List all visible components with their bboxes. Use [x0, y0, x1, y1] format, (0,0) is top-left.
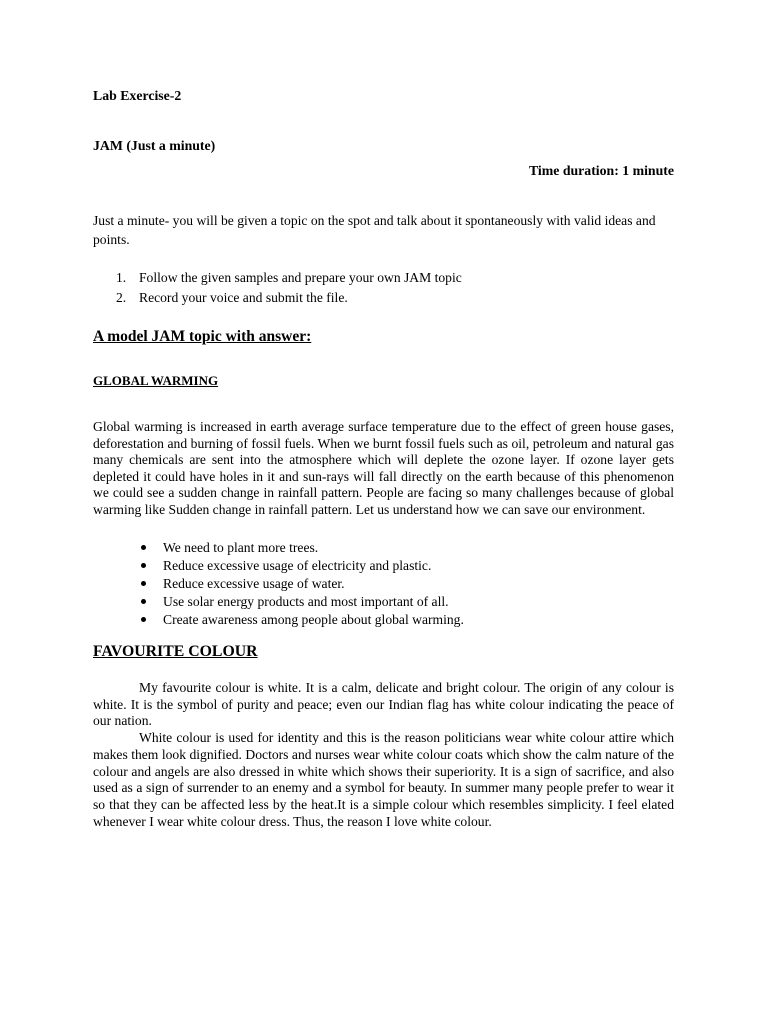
favourite-colour-paragraph: White colour is used for identity and this is the reason politicians wear white colour attire which makes them look dignified. Doctors and nurses wear white colour coats which show the calm nature of the colour and angels are also dressed in white which shows their superiority. It is a sign of sacrifice, and also used as a sign of surrender to an enemy and a symbol for beauty. In summer many people prefer to wear it so that they can be affected less by the heat.It is a simple colour which resembles simplicity. I feel elated whenever I wear white colour dress. Thus, the reason I love white colour.	[93, 730, 674, 829]
bullet-icon	[141, 599, 146, 604]
bullet-text: Reduce excessive usage of water.	[163, 575, 345, 591]
bullet-icon	[141, 581, 146, 586]
global-warming-paragraph: Global warming is increased in earth average surface temperature due to the effect of green house gases, deforestation and burning of fossil fuels. When we burnt fossil fuels such as oil, petroleum and natural gas many chemicals are sent into the atmosphere which will deplete the ozone layer. If ozone layer gets depleted it could have holes in it and sun-rays will fall directly on the earth because of this phenomenon we could see a sudden change in rainfall pattern. People are facing so many challenges because of global warming like Sudden change in rainfall pattern. Let us understand how we can save our environment.	[93, 419, 674, 517]
bullet-text: Create awareness among people about global warming.	[163, 611, 464, 627]
step-item	[116, 288, 462, 308]
bullet-item	[140, 557, 464, 575]
bullet-text: Reduce excessive usage of electricity and plastic.	[163, 557, 432, 573]
global-warming-bullet-list	[140, 539, 464, 629]
bullet-text: We need to plant more trees.	[163, 540, 319, 555]
favourite-colour-body	[93, 680, 674, 830]
bullet-text: Use solar energy products and most important of all.	[163, 593, 449, 609]
bullet-icon	[141, 545, 146, 550]
bullet-item	[140, 575, 464, 593]
step-text: Follow the given samples and prepare your own JAM topic	[139, 270, 462, 285]
step-number: 1.	[116, 270, 127, 285]
model-jam-heading: A model JAM topic with answer:	[93, 328, 312, 345]
jam-title: JAM (Just a minute)	[93, 138, 216, 153]
favourite-colour-paragraph: My favourite colour is white. It is a calm, delicate and bright colour. The origin of any colour is white. It is the symbol of purity and peace; even our Indian flag has white colour indicating the peace of our nation.	[93, 680, 674, 729]
step-item	[116, 268, 462, 288]
bullet-icon	[141, 617, 146, 622]
global-warming-heading: GLOBAL WARMING	[93, 373, 219, 388]
favourite-colour-heading: FAVOURITE COLOUR	[93, 643, 258, 660]
intro-paragraph: Just a minute- you will be given a topic on the spot and talk about it spontaneously with valid ideas and points.	[93, 213, 656, 247]
time-duration: Time duration: 1 minute	[528, 163, 674, 178]
step-number: 2.	[116, 289, 127, 305]
bullet-icon	[141, 563, 146, 568]
instruction-steps	[116, 268, 462, 307]
lab-exercise-title: Lab Exercise-2	[93, 88, 182, 103]
step-text: Record your voice and submit the file.	[139, 289, 348, 305]
bullet-item	[140, 611, 464, 629]
bullet-item	[140, 593, 464, 611]
bullet-item	[140, 539, 464, 557]
